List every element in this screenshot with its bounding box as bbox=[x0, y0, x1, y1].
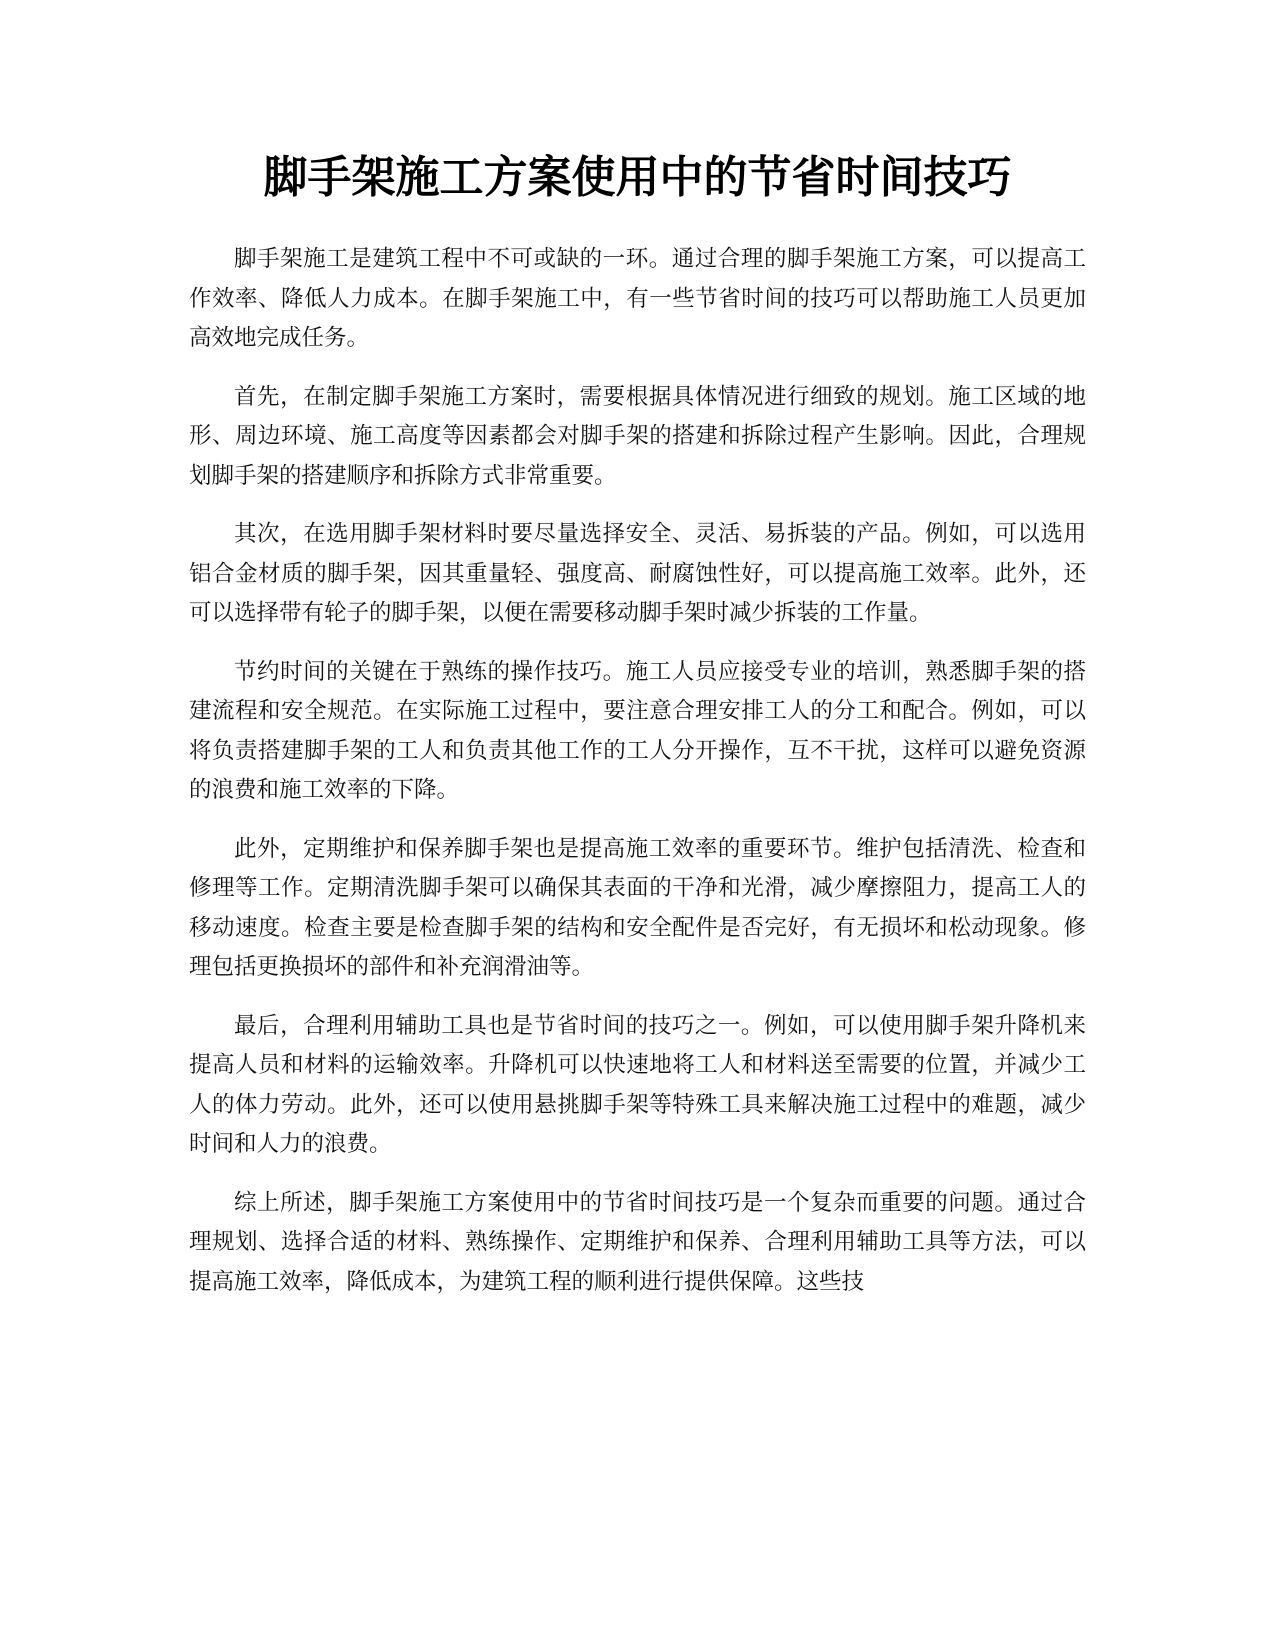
paragraph-7: 综上所述，脚手架施工方案使用中的节省时间技巧是一个复杂而重要的问题。通过合理规划、选择合适的材料、熟练操作、定期维护和保养、合理利用辅助工具等方法，可以提高施工效率，降低成本，为建筑工程的顺利进行提供保障。这些技 bbox=[189, 1189, 1086, 1295]
paragraph-4: 节约时间的关键在于熟练的操作技巧。施工人员应接受专业的培训，熟悉脚手架的搭建流程和安全规范。在实际施工过程中，要注意合理安排工人的分工和配合。例如，可以将负责搭建脚手架的工人和负责其他工作的工人分开操作，互不干扰，这样可以避免资源的浪费和施工效率的下降。 bbox=[189, 658, 1086, 803]
paragraph-3: 其次，在选用脚手架材料时要尽量选择安全、灵活、易拆装的产品。例如，可以选用铝合金材质的脚手架，因其重量轻、强度高、耐腐蚀性好，可以提高施工效率。此外，还可以选择带有轮子的脚手架，以便在需要移动脚手架时减少拆装的工作量。 bbox=[189, 521, 1086, 626]
paragraph-5: 此外，定期维护和保养脚手架也是提高施工效率的重要环节。维护包括清洗、检查和修理等工作。定期清洗脚手架可以确保其表面的干净和光滑，减少摩擦阻力，提高工人的移动速度。检查主要是检查脚手架的结构和安全配件是否完好，有无损坏和松动现象。修理包括更换损坏的部件和补充润滑油等。 bbox=[189, 835, 1086, 980]
paragraph-2: 首先，在制定脚手架施工方案时，需要根据具体情况进行细致的规划。施工区域的地形、周边环境、施工高度等因素都会对脚手架的搭建和拆除过程产生影响。因此，合理规划脚手架的搭建顺序和拆除方式非常重要。 bbox=[189, 383, 1086, 489]
paragraph-1: 脚手架施工是建筑工程中不可或缺的一环。通过合理的脚手架施工方案，可以提高工作效率、降低人力成本。在脚手架施工中，有一些节省时间的技巧可以帮助施工人员更加高效地完成任务。 bbox=[189, 246, 1086, 351]
document-body bbox=[189, 240, 1086, 1321]
paragraph-6: 最后，合理利用辅助工具也是节省时间的技巧之一。例如，可以使用脚手架升降机来提高人员和材料的运输效率。升降机可以快速地将工人和材料送至需要的位置，并减少工人的体力劳动。此外，还可以使用悬挑脚手架等特殊工具来解决施工过程中的难题，减少时间和人力的浪费。 bbox=[189, 1012, 1086, 1157]
document-title: 脚手架施工方案使用中的节省时间技巧 bbox=[263, 152, 1012, 203]
